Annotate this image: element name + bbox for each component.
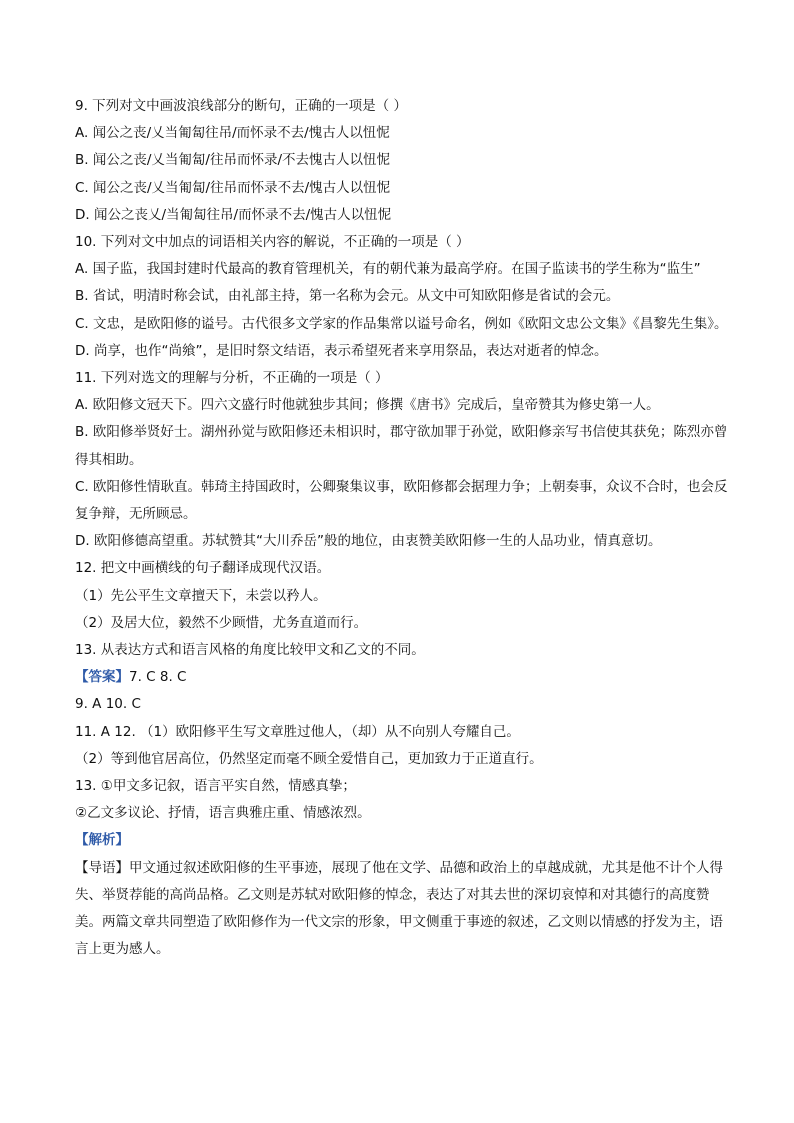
question-11-option-a: A. 欧阳修文冠天下。四六文盛行时他就独步其间；修撰《唐书》完成后，皇帝赞其为修史第一人。 (75, 397, 660, 414)
question-12-item-2: （2）及居大位，毅然不少顾惜，尤务直道而行。 (75, 614, 368, 631)
question-9-stem: 9. 下列对文中画波浪线部分的断句，正确的一项是（ ） (75, 98, 407, 114)
answer-line-6: ②乙文多议论、抒情，语言典雅庄重、情感浓烈。 (75, 805, 371, 822)
question-12-stem: 12. 把文中画横线的句子翻译成现代汉语。 (75, 560, 331, 577)
answer-line-2: 9. A 10. C (75, 696, 141, 713)
question-9-option-a: A. 闻公之丧/乂当匍匐往吊/而怀录不去/愧古人以忸怩 (75, 125, 390, 142)
analysis-guide-text: 甲文通过叙述欧阳修的生平事迹，展现了他在文学、品德和政治上的卓越成就，尤其是他不计个人得失、举贤荐能的高尚品格。乙文则是苏轼对欧阳修的悼念，表达了对其去世的深切哀悼和对其德行的高度赞美。两篇文章共同塑造了欧阳修作为一代文宗的形象，甲文侧重于事迹的叙述，乙文则以情感的抒发为主，语言上更为感人。 (75, 859, 723, 958)
question-10-option-a: A. 国子监，我国封建时代最高的教育管理机关，有的朝代兼为最高学府。在国子监读书的学生称为“监生” (75, 261, 701, 278)
question-9-option-c: C. 闻公之丧/乂当匍匐/往吊而怀录不去/愧古人以忸怩 (75, 179, 391, 196)
answer-tag: 【答案】 (75, 669, 129, 686)
question-10-option-b: B. 省试，明清时称会试，由礼部主持，第一名称为会元。从文中可知欧阳修是省试的会元。 (75, 288, 620, 305)
question-9-option-b: B. 闻公之丧/乂当匍匐/往吊而怀录/不去愧古人以忸怩 (75, 152, 390, 169)
question-11-option-b: B. 欧阳修举贤好士。湖州孙觉与欧阳修还未相识时，郡守欲加罪于孙觉，欧阳修亲写书信使其获免；陈烈亦曾得其相助。 (75, 424, 728, 468)
answer-line-4: （2）等到他官居高位，仍然坚定而毫不顾全爱惜自己，更加致力于正道直行。 (75, 750, 543, 767)
question-11-option-c: C. 欧阳修性情耿直。韩琦主持国政时，公卿聚集议事，欧阳修都会据理力争；上朝奏事，众议不合时，也会反复争辩，无所顾忌。 (75, 478, 728, 523)
question-11-stem: 11. 下列对选文的理解与分析，不正确的一项是（ ） (75, 370, 389, 387)
question-11-option-d: D. 欧阳修德高望重。苏轼赞其“大川乔岳”般的地位，由衷赞美欧阳修一生的人品功业，情真意切。 (75, 533, 662, 550)
question-12-item-1: （1）先公平生文章擅天下，未尝以矜人。 (75, 587, 327, 604)
analysis-heading (75, 827, 734, 854)
answer-text-1: 7. C 8. C (129, 669, 187, 686)
analysis-tag: 【解析】 (75, 832, 129, 849)
answer-line-5: 13. ①甲文多记叙，语言平实自然，情感真挚； (75, 778, 356, 795)
analysis-guide (75, 855, 734, 964)
question-10-stem: 10. 下列对文中加点的词语相关内容的解说，不正确的一项是（ ） (75, 234, 470, 251)
answer-line-3: 11. A 12. （1）欧阳修平生写文章胜过他人，（却）从不向别人夸耀自己。 (75, 723, 520, 740)
question-9-option-d: D. 闻公之丧乂/当匍匐往吊/而怀录不去/愧古人以忸怩 (75, 206, 392, 223)
question-10-option-c: C. 文忠，是欧阳修的谥号。古代很多文学家的作品集常以谥号命名，例如《欧阳文忠公文集》《昌黎先生集》。 (75, 315, 728, 332)
question-10-option-d: D. 尚享，也作“尚飨”，是旧时祭文结语，表示希望死者来享用祭品，表达对逝者的悼念。 (75, 342, 608, 359)
analysis-guide-tag: 【导语】 (75, 859, 129, 876)
answer-line-1 (75, 664, 734, 691)
question-13-stem: 13. 从表达方式和语言风格的角度比较甲文和乙文的不同。 (75, 642, 425, 659)
